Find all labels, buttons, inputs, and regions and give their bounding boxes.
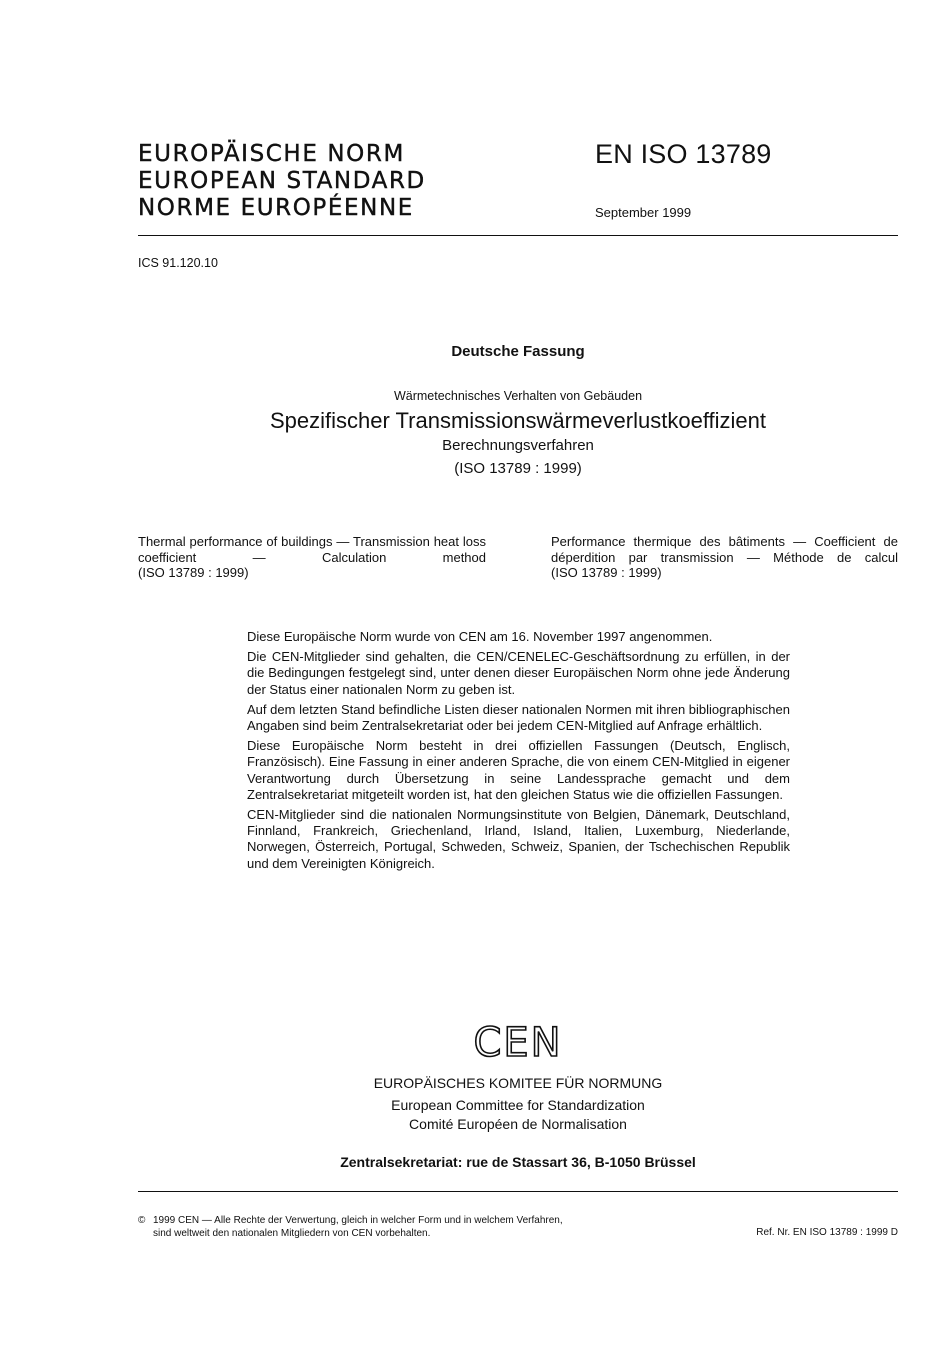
english-title-block bbox=[138, 534, 486, 581]
title-en: EUROPEAN STANDARD bbox=[138, 168, 426, 194]
title-fr: NORME EUROPÉENNE bbox=[138, 195, 414, 221]
committee-name-en: European Committee for Standardization bbox=[391, 1097, 645, 1113]
body-paragraph: Diese Europäische Norm besteht in drei offiziellen Fassungen (Deutsch, Englisch, Französisch). Eine Fassung in einer anderen Sprache, die von einem CEN-Mitglied in eigener Verantwortung durch Übersetzung in seine Landessprache gemacht und dem Zentralsekretariat mitgeteilt worden ist, hat den gleichen Status wie die offiziellen Fassungen. bbox=[247, 738, 790, 802]
header-divider bbox=[138, 235, 898, 236]
main-title: Spezifischer Transmissionswärmeverlustkoeffizient bbox=[270, 408, 766, 433]
body-paragraph: Diese Europäische Norm wurde von CEN am 16. November 1997 angenommen. bbox=[247, 629, 713, 644]
french-iso-ref: (ISO 13789 : 1999) bbox=[551, 565, 662, 580]
english-title: Thermal performance of buildings — Transmission heat loss coefficient — Calculation method bbox=[138, 534, 486, 565]
standard-type-titles bbox=[138, 141, 426, 222]
publication-date: September 1999 bbox=[595, 205, 692, 220]
committee-name-de: EUROPÄISCHES KOMITEE FÜR NORMUNG bbox=[373, 1075, 663, 1091]
footer-divider bbox=[138, 1191, 898, 1192]
secretariat-address: Zentralsekretariat: rue de Stassart 36, B-1050 Brüssel bbox=[340, 1154, 696, 1170]
french-title: Performance thermique des bâtiments — Coefficient de déperdition par transmission — Méthode de calcul bbox=[551, 534, 898, 565]
iso-reference: (ISO 13789 : 1999) bbox=[454, 460, 582, 477]
standard-number: EN ISO 13789 bbox=[595, 139, 772, 169]
adoption-notice bbox=[247, 629, 790, 876]
copyright-line-2: sind weltweit den nationalen Mitgliedern von CEN vorbehalten. bbox=[153, 1227, 431, 1239]
ics-code: ICS 91.120.10 bbox=[138, 256, 218, 270]
method-subtitle: Berechnungsverfahren bbox=[442, 437, 594, 454]
cen-logo-text: CEN bbox=[473, 1022, 563, 1060]
body-paragraph: Auf dem letzten Stand befindliche Listen dieser nationalen Normen mit ihren bibliographischen Angaben sind beim Zentralsekretariat oder bei jedem CEN-Mitglied auf Anfrage erhältlich. bbox=[247, 701, 790, 734]
copyright-symbol: © bbox=[138, 1215, 146, 1226]
reference-number: Ref. Nr. EN ISO 13789 : 1999 D bbox=[756, 1227, 898, 1238]
body-paragraph: Die CEN-Mitglieder sind gehalten, die CEN/CENELEC-Geschäftsordnung zu erfüllen, in der die Bedingungen festgelegt sind, unter denen dieser Europäischen Norm ohne jede Änderung der Status einer nationalen Norm zu geben ist. bbox=[247, 649, 790, 697]
copyright-notice bbox=[138, 1215, 563, 1240]
version-label: Deutsche Fassung bbox=[451, 343, 585, 360]
subject-line: Wärmetechnisches Verhalten von Gebäuden bbox=[393, 389, 643, 403]
english-iso-ref: (ISO 13789 : 1999) bbox=[138, 565, 249, 580]
cen-logo bbox=[138, 1022, 898, 1060]
committee-name-fr: Comité Européen de Normalisation bbox=[409, 1116, 627, 1132]
body-paragraph: CEN-Mitglieder sind die nationalen Normungsinstitute von Belgien, Dänemark, Deutschland, Finnland, Frankreich, Griechenland, Irland, Island, Italien, Luxemburg, Niederlande, Norwegen, Österreich, Portugal, Schweden, Schweiz, Spanien, der Tschechischen Republik und dem Vereinigten Königreich. bbox=[247, 807, 790, 871]
title-de: EUROPÄISCHE NORM bbox=[138, 141, 405, 167]
copyright-line-1: 1999 CEN — Alle Rechte der Verwertung, gleich in welcher Form und in welchem Verfahren, bbox=[153, 1215, 563, 1226]
french-title-block bbox=[551, 534, 898, 581]
cen-logo-mark bbox=[459, 1022, 577, 1060]
